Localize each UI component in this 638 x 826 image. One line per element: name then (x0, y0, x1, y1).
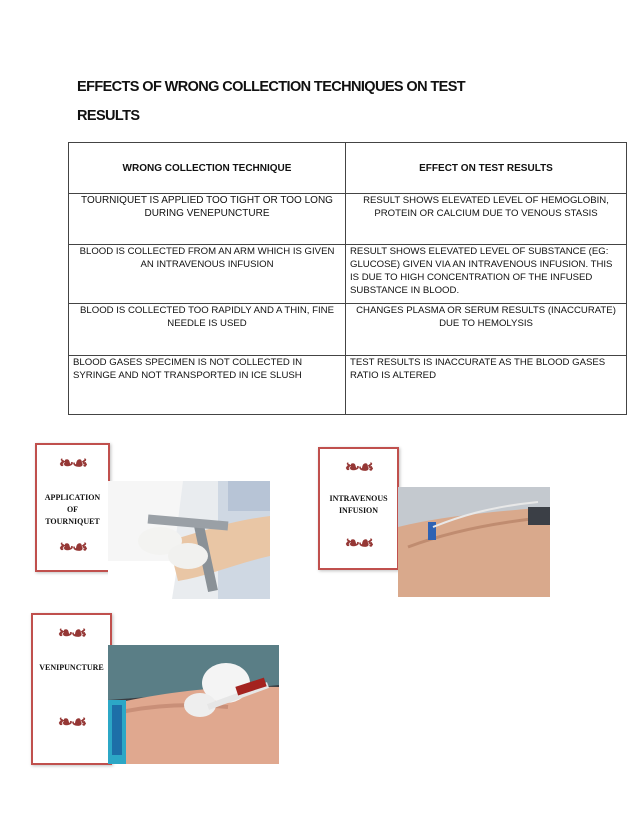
effect-cell: CHANGES PLASMA OR SERUM RESULTS (INACCURATE) DUE TO HEMOLYSIS (346, 304, 627, 356)
caption-line: TOURNIQUET (45, 517, 100, 526)
ornament-top-icon: ❧☙ (57, 623, 86, 644)
technique-cell: BLOOD IS COLLECTED TOO RAPIDLY AND A THIN, FINE NEEDLE IS USED (69, 304, 346, 356)
caption-line: APPLICATION (44, 493, 101, 502)
infusion-photo (398, 487, 550, 597)
caption-line: OF (66, 505, 79, 514)
ornament-top-icon: ❧☙ (58, 453, 87, 474)
ornament-top-icon: ❧☙ (344, 457, 373, 478)
effect-cell: RESULT SHOWS ELEVATED LEVEL OF SUBSTANCE (EG: GLUCOSE) GIVEN VIA AN INTRAVENOUS INFUSION. THIS IS DUE TO HIGH CONCENTRATION OF THE INFUSED SUBSTANCE IN BLOOD. (346, 245, 627, 304)
technique-cell: BLOOD IS COLLECTED FROM AN ARM WHICH IS GIVEN AN INTRAVENOUS INFUSION (69, 245, 346, 304)
ornament-bottom-icon: ❧☙ (58, 537, 87, 558)
table-header-row (69, 143, 627, 194)
ornament-bottom-icon: ❧☙ (57, 712, 86, 733)
caption-line: VENIPUNCTURE (39, 663, 104, 672)
page-title-line-1: EFFECTS OF WRONG COLLECTION TECHNIQUES ON TEST (77, 79, 466, 95)
page-title-line-2: RESULTS (77, 108, 140, 124)
effects-table (68, 142, 627, 415)
caption-line: INFUSION (338, 506, 379, 515)
table-row (69, 304, 627, 356)
ornament-bottom-icon: ❧☙ (344, 533, 373, 554)
caption-line: INTRAVENOUS (329, 494, 388, 503)
card-infusion (318, 447, 399, 570)
table-row (69, 356, 627, 415)
table-row (69, 245, 627, 304)
tourniquet-photo (108, 481, 270, 599)
header-technique: WRONG COLLECTION TECHNIQUE (69, 143, 346, 194)
card-venipuncture (31, 613, 112, 765)
effect-cell: RESULT SHOWS ELEVATED LEVEL OF HEMOGLOBIN, PROTEIN OR CALCIUM DUE TO VENOUS STASIS (346, 194, 627, 245)
venipuncture-photo (108, 645, 279, 764)
caption-infusion (322, 493, 395, 517)
effect-cell: TEST RESULTS IS INACCURATE AS THE BLOOD GASES RATIO IS ALTERED (346, 356, 627, 415)
header-effect: EFFECT ON TEST RESULTS (346, 143, 627, 194)
caption-tourniquet (39, 492, 106, 528)
technique-cell: TOURNIQUET IS APPLIED TOO TIGHT OR TOO LONG DURING VENEPUNCTURE (69, 194, 346, 245)
card-tourniquet (35, 443, 110, 572)
table-row (69, 194, 627, 245)
technique-cell: BLOOD GASES SPECIMEN IS NOT COLLECTED IN SYRINGE AND NOT TRANSPORTED IN ICE SLUSH (69, 356, 346, 415)
caption-venipuncture (35, 662, 108, 674)
